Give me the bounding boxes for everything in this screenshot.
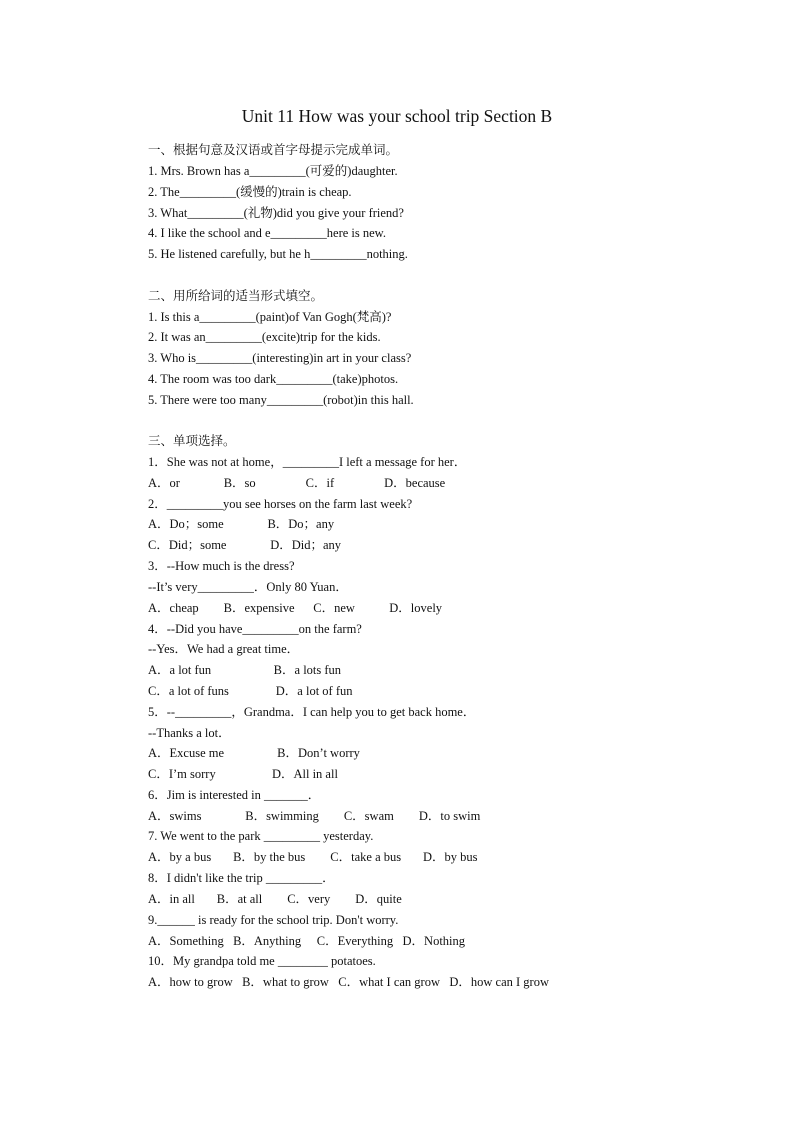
section3-line-26: A．how to grow B．what to grow C．what I can grow D．how can I grow (148, 975, 549, 989)
section2-line-3: 3. Who is_________(interesting)in art in your class? (148, 351, 412, 365)
section3-line-25: 10．My grandpa told me ________ potatoes. (148, 954, 376, 968)
section3-line-8: A．cheap B．expensive C．new D．lovely (148, 601, 443, 615)
section3-line-20: A．by a bus B．by the bus C．take a bus D．by bus (148, 850, 478, 864)
section1-heading: 一、根据句意及汉语或首字母提示完成单词。 (148, 142, 399, 157)
page-title: Unit 11 How was your school trip Section B (241, 106, 553, 126)
section3-line-10: --Yes．We had a great time． (148, 642, 300, 656)
section3-line-9: 4．--Did you have_________on the farm? (148, 622, 362, 636)
section3-line-11: A．a lot fun B．a lots fun (148, 663, 342, 677)
section3-line-1: 1．She was not at home，_________I left a message for her． (148, 455, 467, 469)
section3-line-23: 9.______ is ready for the school trip. Don't worry. (148, 913, 399, 927)
section3-line-4: A．Do；some B．Do；any (148, 517, 335, 531)
section2-line-5: 5. There were too many_________(robot)in this hall. (148, 393, 414, 407)
section2-heading: 二、用所给词的适当形式填空。 (148, 288, 324, 303)
section3-line-18: A．swims B．swimming C．swam D．to swim (148, 809, 481, 823)
section3-line-2: A．or B．so C．if D．because (148, 476, 446, 490)
section3-line-21: 8．I didn't like the trip _________． (148, 871, 335, 885)
section3-line-17: 6．Jim is interested in _______． (148, 788, 321, 802)
section1-line-1: 1. Mrs. Brown has a_________(可爱的)daughter. (148, 164, 398, 178)
section1-line-3: 3. What_________(礼物)did you give your friend? (148, 206, 404, 220)
section3-line-16: C．I’m sorry D．All in all (148, 767, 338, 781)
section2-line-4: 4. The room was too dark_________(take)photos. (148, 372, 399, 386)
section3-line-12: C．a lot of funs D．a lot of fun (148, 684, 353, 698)
section2-line-2: 2. It was an_________(excite)trip for the kids. (148, 330, 381, 344)
section3-line-15: A．Excuse me B．Don’t worry (148, 746, 360, 760)
section3-line-7: --It’s very_________．Only 80 Yuan． (148, 580, 348, 594)
section3-line-14: --Thanks a lot． (148, 726, 231, 740)
section1-line-5: 5. He listened carefully, but he h_________nothing. (148, 247, 408, 261)
section3-line-19: 7. We went to the park _________ yesterday. (148, 829, 374, 843)
section3-heading: 三、单项选择。 (148, 433, 236, 448)
section3-line-5: C．Did；some D．Did；any (148, 538, 342, 552)
section2-line-1: 1. Is this a_________(paint)of Van Gogh(梵高)? (148, 310, 392, 324)
section3-line-24: A．Something B．Anything C．Everything D．Nothing (148, 934, 466, 948)
section3-line-3: 2．_________you see horses on the farm last week? (148, 497, 413, 511)
section3-line-13: 5．--_________，Grandma．I can help you to get back home． (148, 705, 476, 719)
section3-line-6: 3．--How much is the dress? (148, 559, 295, 573)
section3-line-22: A．in all B．at all C．very D．quite (148, 892, 402, 906)
section1-line-4: 4. I like the school and e_________here is new. (148, 226, 387, 240)
section1-line-2: 2. The_________(缓慢的)train is cheap. (148, 185, 352, 199)
